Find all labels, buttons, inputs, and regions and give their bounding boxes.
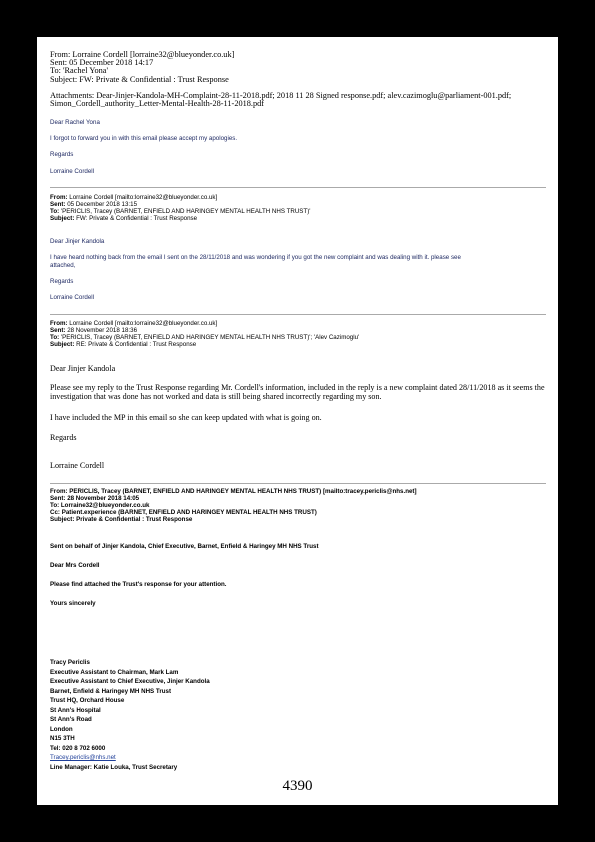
document-page (37, 37, 558, 805)
email3-signature: Lorraine Cordell (50, 461, 105, 470)
email2-signature: Lorraine Cordell (50, 294, 95, 301)
email4-to: Lorraine32@blueyonder.co.uk (59, 501, 150, 509)
email2-regards: Regards (50, 278, 74, 285)
header-from: From: Lorraine Cordell [lorraine32@blueyonder.co.uk] (50, 50, 235, 59)
email3-regards: Regards (50, 433, 77, 442)
email3-subject: RE: Private & Confidential : Trust Response (74, 340, 197, 348)
sig-line3: Barnet, Enfield & Haringey MH NHS Trust (50, 687, 172, 695)
email1-regards: Regards (50, 151, 74, 158)
email4-header (50, 489, 417, 524)
email2-to: 'PERICLIS, Tracey (BARNET, ENFIELD AND HARINGEY MENTAL HEALTH NHS TRUST)' (59, 207, 311, 215)
email2-greeting: Dear Jinjer Kandola (50, 238, 105, 245)
email4-behalf: Sent on behalf of Jinjer Kandola, Chief Executive, Barnet, Enfield & Haringey MH NHS Trust (50, 543, 319, 550)
email4-closing: Yours sincerely (50, 600, 96, 607)
header-subject: Subject: FW: Private & Confidential : Trust Response (50, 74, 229, 84)
header-to: To: 'Rachel Yona' (50, 66, 108, 76)
email4-subject-label: Subject: (50, 515, 75, 523)
email1-body: I forgot to forward you in with this email please accept my apologies. (50, 135, 238, 142)
email3-greeting: Dear Jinjer Kandola (50, 364, 116, 373)
email4-from: PERICLIS, Tracey (BARNET, ENFIELD AND HARINGEY MENTAL HEALTH NHS TRUST) [mailto:tracey.periclis@nhs.net] (67, 488, 417, 495)
email4-to-label: To: (50, 501, 60, 509)
sig-tel: Tel: 020 8 702 6000 (50, 744, 106, 752)
top-email-header (50, 51, 550, 108)
email3-header (50, 321, 359, 349)
email4-body: Please find attached the Trust's response for your attention. (50, 581, 227, 588)
sig-manager: Line Manager: Katie Louka, Trust Secretary (50, 763, 178, 771)
email3-subject-label: Subject: (50, 340, 75, 348)
email2-sent: 05 December 2018 13:15 (65, 200, 138, 208)
email2-header (50, 195, 310, 223)
email3-to-label: To: (50, 333, 60, 341)
email4-sent: 28 November 2018 14:05 (65, 494, 140, 502)
divider (50, 314, 546, 315)
email2-subject: FW: Private & Confidential : Trust Response (74, 214, 198, 222)
header-sent: Sent: 05 December 2018 14:17 (50, 58, 154, 68)
email3-to: 'PERICLIS, Tracey (BARNET, ENFIELD AND HARINGEY MENTAL HEALTH NHS TRUST)'; 'Alev Cazimoglu' (59, 333, 360, 341)
email2-subject-label: Subject: (50, 214, 75, 222)
sig-line1: Executive Assistant to Chairman, Mark Lam (50, 668, 179, 676)
email3-sent: 28 November 2018 18:36 (65, 326, 138, 334)
email1-signature: Lorraine Cordell (50, 168, 95, 175)
email2-body-line1: I have heard nothing back from the email I sent on the 28/11/2018 and was wondering if you got the new complaint and was dealing with it. please see (50, 254, 461, 261)
email3-from: Lorraine Cordell [mailto:lorraine32@blueyonder.co.uk] (67, 320, 218, 327)
email2-from: Lorraine Cordell [mailto:lorraine32@blueyonder.co.uk] (67, 194, 218, 201)
email1-greeting: Dear Rachel Yona (50, 119, 100, 126)
email4-signature-block (50, 658, 210, 772)
email4-subject: Private & Confidential : Trust Response (74, 515, 193, 523)
email2-body-line2: attached, (50, 262, 76, 269)
sig-name: Tracy Periclis (50, 659, 90, 666)
email4-cc: Patient.experience (BARNET, ENFIELD AND HARINGEY MENTAL HEALTH NHS TRUST) (59, 508, 317, 516)
sig-line2: Executive Assistant to Chief Executive, Jinjer Kandola (50, 678, 210, 685)
sig-line8: N15 3TH (50, 735, 75, 742)
sig-line6: St Ann's Road (50, 716, 92, 723)
email4-from-label: From: (50, 488, 68, 495)
email2-from-label: From: (50, 194, 68, 201)
email4-sent-label: Sent: (50, 494, 66, 502)
header-attachments: Attachments: Dear-Jinjer-Kandola-MH-Complaint-28-11-2018.pdf; 2018 11 28 Signed response.pdf; alev.cazimoglu@parliament-001.pdf; Simon_Cordell_authority_Letter-Mental-Health-28-11-2018.pdf (50, 90, 512, 109)
email2-to-label: To: (50, 207, 60, 215)
email3-sent-label: Sent: (50, 326, 66, 334)
page-number: 4390 (282, 778, 313, 794)
email3-para1: Please see my reply to the Trust Response regarding Mr. Cordell's information, included in the reply is a new complaint dated 28/11/2018 as it seems the investigation that was done has not worked and data is still being shared incorrectly regarding my son. (50, 383, 545, 401)
divider (50, 483, 546, 484)
sig-line5: St Ann's Hospital (50, 706, 101, 714)
email2-sent-label: Sent: (50, 200, 66, 208)
email3-from-label: From: (50, 320, 68, 327)
sig-email-link[interactable]: Tracey.periclis@nhs.net (50, 754, 116, 761)
email4-greeting: Dear Mrs Cordell (50, 562, 100, 569)
email4-cc-label: Cc: (50, 508, 60, 516)
sig-line4: Trust HQ, Orchard House (50, 697, 125, 704)
email3-para2: I have included the MP in this email so she can keep updated with what is going on. (50, 413, 322, 422)
sig-line7: London (50, 725, 73, 733)
divider (50, 187, 546, 188)
